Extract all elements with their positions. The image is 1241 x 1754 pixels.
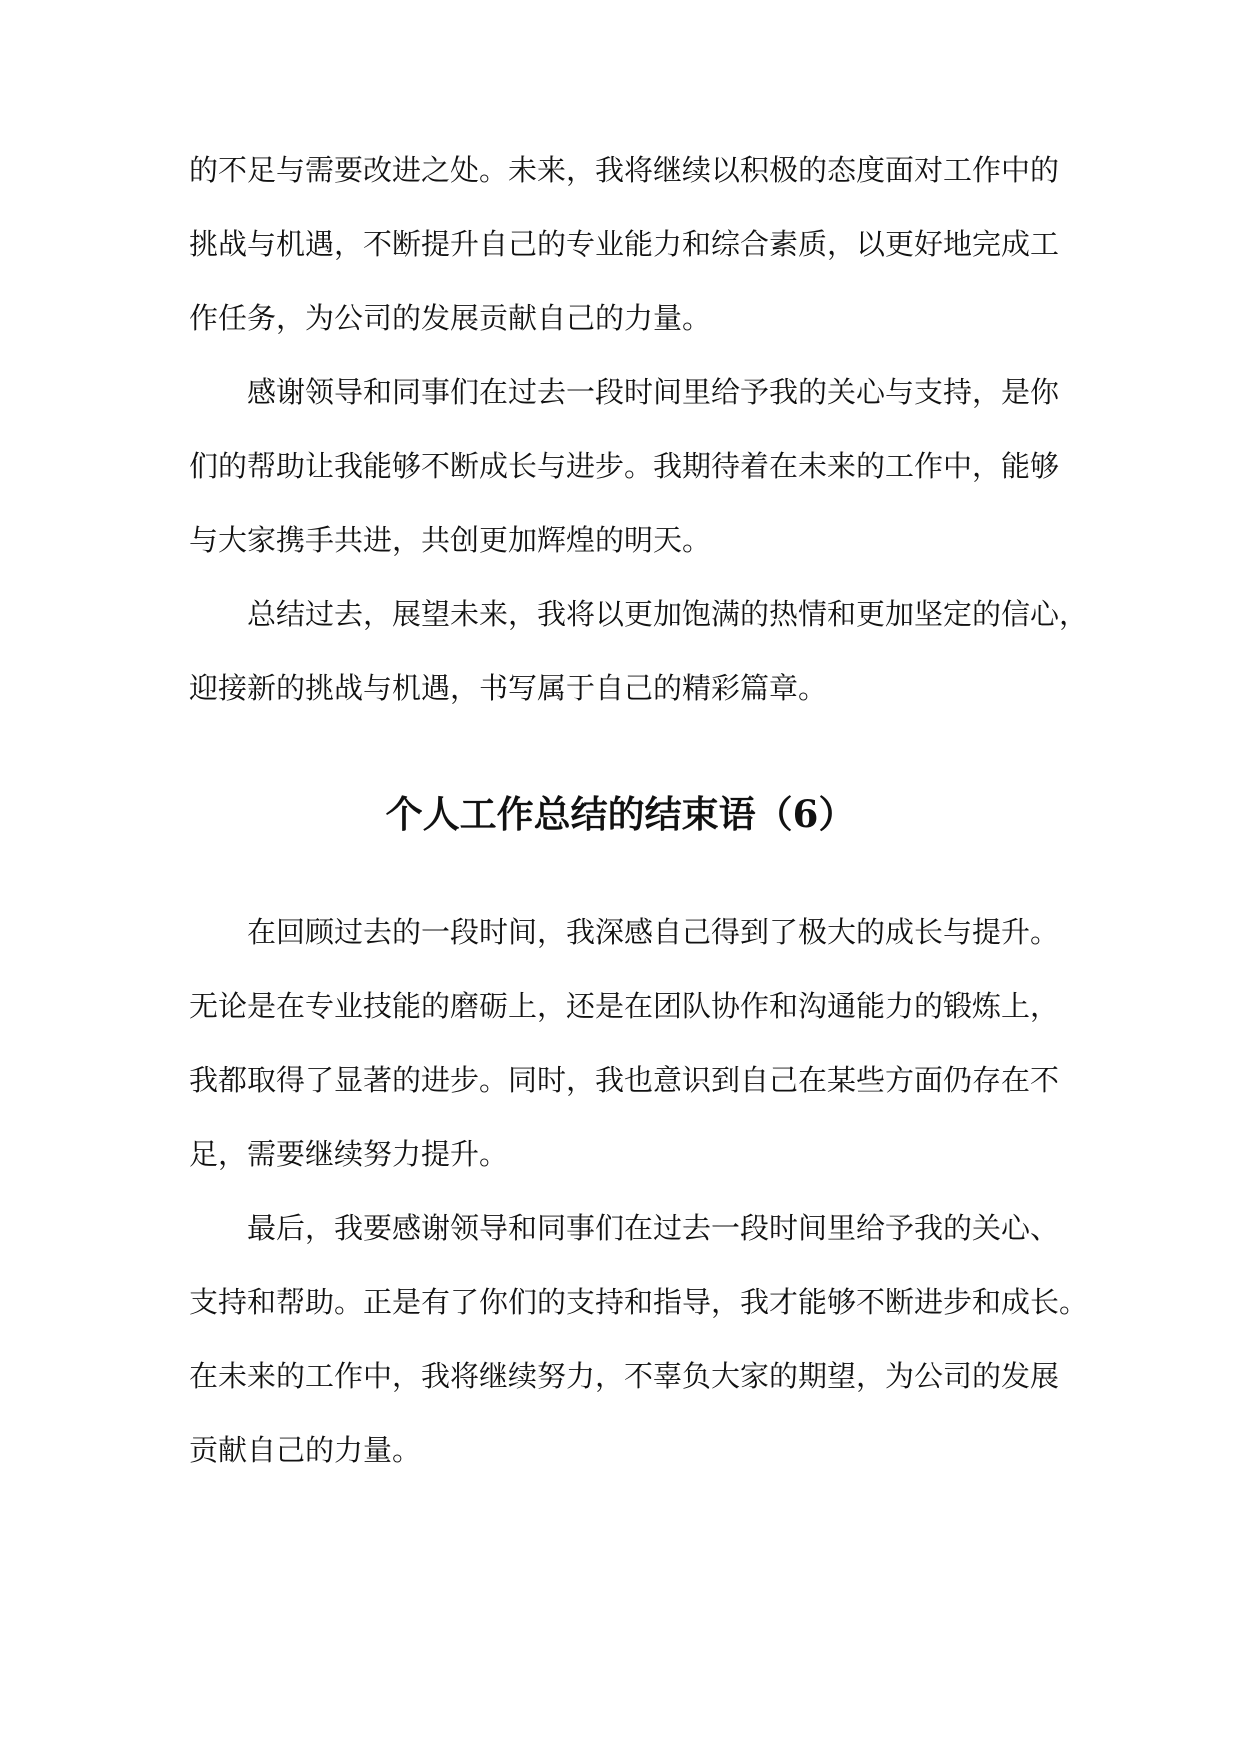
text-line: 挑战与机遇，不断提升自己的专业能力和综合素质，以更好地完成工	[189, 227, 1060, 261]
text-line: 与大家携手共进，共创更加辉煌的明天。	[189, 523, 712, 557]
text-line: 最后，我要感谢领导和同事们在过去一段时间里给予我的关心、	[247, 1211, 1060, 1245]
text-line: 迎接新的挑战与机遇，书写属于自己的精彩篇章。	[189, 671, 828, 705]
text-line: 们的帮助让我能够不断成长与进步。我期待着在未来的工作中，能够	[189, 449, 1060, 483]
text-line: 我都取得了显著的进步。同时，我也意识到自己在某些方面仍存在不	[189, 1063, 1060, 1097]
text-line: 足，需要继续努力提升。	[189, 1137, 509, 1171]
text-line: 总结过去，展望未来，我将以更加饱满的热情和更加坚定的信心，	[247, 597, 1089, 631]
section-heading: 个人工作总结的结束语（6）	[385, 792, 856, 836]
text-line: 感谢领导和同事们在过去一段时间里给予我的关心与支持，是你	[247, 375, 1060, 409]
text-line: 无论是在专业技能的磨砺上，还是在团队协作和沟通能力的锻炼上，	[189, 989, 1060, 1023]
text-line: 支持和帮助。正是有了你们的支持和指导，我才能够不断进步和成长。	[189, 1285, 1089, 1319]
text-line: 在回顾过去的一段时间，我深感自己得到了极大的成长与提升。	[247, 915, 1060, 949]
text-line: 贡献自己的力量。	[189, 1433, 422, 1467]
text-line: 作任务，为公司的发展贡献自己的力量。	[189, 301, 712, 335]
text-line: 的不足与需要改进之处。未来，我将继续以积极的态度面对工作中的	[189, 153, 1060, 187]
text-line: 在未来的工作中，我将继续努力，不辜负大家的期望，为公司的发展	[189, 1359, 1060, 1393]
